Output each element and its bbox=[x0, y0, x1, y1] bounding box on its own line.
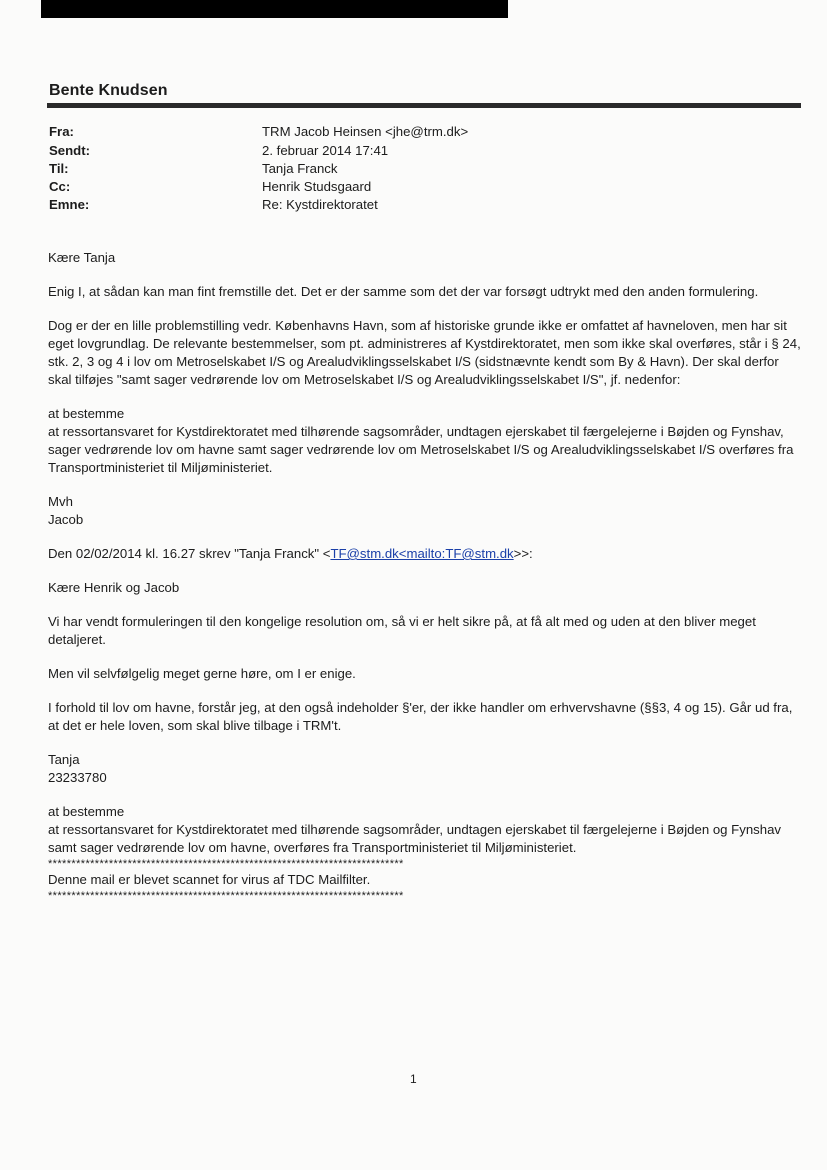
quoted-sign-name: Tanja bbox=[48, 752, 80, 767]
page-number: 1 bbox=[410, 1072, 417, 1086]
resolution-heading: at bestemme bbox=[48, 406, 125, 421]
sent-label: Sendt: bbox=[49, 143, 91, 158]
email-body bbox=[48, 249, 804, 903]
quoted-paragraph-1: Vi har vendt formuleringen til den kongelige resolution om, så vi er helt sikre på, at få alt med og uden at den bliver meget detaljeret. bbox=[48, 614, 756, 647]
quoted-sign-phone: 23233780 bbox=[48, 770, 107, 785]
paragraph-problem: Dog er der en lille problemstilling vedr. Københavns Havn, som af historiske grunde ikke er omfattet af havneloven, men har sit eget lovgrundlag. De relevante bestemmelser, som pt. administreres af Kystdirektoratet, men som ikke skal overføres, står i § 24, stk. 2, 3 og 4 i lov om Metroselskabet I/S og Arealudviklingsselskabet I/S (sidstnævnte kendt som By & Havn). Der skal derfor skal tilføjes "samt sager vedrørende lov om Metroselskabet I/S og Arealudviklingsselskabet I/S", jf. nedenfor: bbox=[48, 318, 801, 387]
to-label: Til: bbox=[49, 161, 69, 176]
signer-name: Jacob bbox=[48, 512, 84, 527]
redaction-bar bbox=[41, 0, 508, 18]
separator-stars-top: **************************************************************************** bbox=[48, 858, 404, 870]
quote-intro-before: Den 02/02/2014 kl. 16.27 skrev "Tanja Franck" < bbox=[48, 546, 331, 561]
quoted-resolution-heading: at bestemme bbox=[48, 804, 125, 819]
subject-value: Re: Kystdirektoratet bbox=[262, 197, 378, 212]
from-value: TRM Jacob Heinsen <jhe@trm.dk> bbox=[262, 124, 469, 139]
quoted-greeting: Kære Henrik og Jacob bbox=[48, 580, 180, 595]
header-rule bbox=[47, 103, 801, 108]
virus-scan-note: Denne mail er blevet scannet for virus af TDC Mailfilter. bbox=[48, 872, 371, 887]
mailto-link[interactable]: TF@stm.dk<mailto:TF@stm.dk bbox=[330, 546, 514, 561]
resolution-text: at ressortansvaret for Kystdirektoratet med tilhørende sagsområder, undtagen ejerskabet til færgelejerne i Bøjden og Fynshav, sager vedrørende lov om havne samt sager vedrørende lov om Metroselskabet I/S og Arealudviklingsselskabet I/S overføres fra Transportministeriet til Miljøministeriet. bbox=[48, 424, 794, 475]
quoted-paragraph-2: Men vil selvfølgelig meget gerne høre, om I er enige. bbox=[48, 666, 356, 681]
sender-name: Bente Knudsen bbox=[49, 82, 168, 99]
separator-stars-bottom: **************************************************************************** bbox=[48, 890, 404, 902]
from-label: Fra: bbox=[49, 124, 74, 139]
greeting: Kære Tanja bbox=[48, 250, 116, 265]
cc-label: Cc: bbox=[49, 179, 71, 194]
quoted-resolution-text: at ressortansvaret for Kystdirektoratet med tilhørende sagsområder, undtagen ejerskabet til færgelejerne i Bøjden og Fynshav samt sager vedrørende lov om havne, overføres fra Transportministeriet til Miljøministeriet. bbox=[48, 822, 782, 855]
signoff: Mvh bbox=[48, 494, 73, 509]
to-value: Tanja Franck bbox=[262, 161, 338, 176]
quote-intro-after: >>: bbox=[513, 546, 533, 561]
subject-label: Emne: bbox=[49, 197, 90, 212]
cc-value: Henrik Studsgaard bbox=[262, 179, 372, 194]
quoted-paragraph-3: I forhold til lov om havne, forstår jeg, at den også indeholder §'er, der ikke handler om erhvervshavne (§§3, 4 og 15). Går ud fra, at det er hele loven, som skal blive tilbage i TRM't. bbox=[48, 700, 793, 733]
sent-value: 2. februar 2014 17:41 bbox=[262, 143, 389, 158]
quote-intro bbox=[48, 545, 804, 563]
paragraph-agree: Enig I, at sådan kan man fint fremstille det. Det er der samme som det der var forsøgt udtrykt med den anden formulering. bbox=[48, 284, 759, 299]
